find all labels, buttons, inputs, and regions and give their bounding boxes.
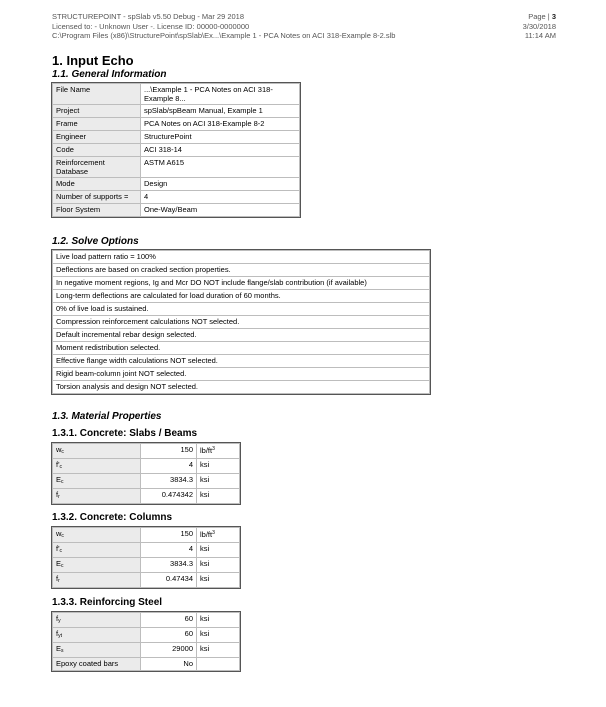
symbol-text: f	[56, 574, 59, 583]
table-row	[53, 474, 240, 489]
symbol-text: w	[56, 445, 62, 454]
slabs-table	[52, 443, 240, 504]
symbol-subscript: r	[58, 494, 60, 500]
general-label: Mode	[53, 178, 141, 191]
unit-text: ksi	[200, 614, 210, 623]
solve-option: Rigid beam-column joint NOT selected.	[53, 368, 430, 381]
unit-text: ksi	[200, 475, 210, 484]
general-value: spSlab/spBeam Manual, Example 1	[141, 105, 300, 118]
epoxy-value: No	[141, 658, 197, 671]
property-symbol	[53, 528, 141, 543]
property-value: 29000	[141, 643, 197, 658]
property-value: 60	[141, 628, 197, 643]
symbol-subscript: c	[59, 464, 63, 470]
property-unit	[197, 543, 240, 558]
page-number: Page | 3	[528, 12, 556, 21]
header-line-1: STRUCTUREPOINT - spSlab v5.50 Debug - Mar 29 2018	[52, 12, 245, 21]
solve-option: Effective flange width calculations NOT selected.	[53, 355, 430, 368]
table-row	[53, 355, 430, 368]
general-label: Number of supports =	[53, 191, 141, 204]
unit-text: ksi	[200, 460, 210, 469]
property-symbol	[53, 459, 141, 474]
unit-text: lb/ft	[200, 446, 213, 455]
header-line-2: Licensed to: - Unknown User -. License ID: 00000-0000000	[52, 21, 250, 31]
epoxy-label: Epoxy coated bars	[53, 658, 141, 671]
symbol-subscript: c	[59, 548, 63, 554]
property-symbol	[53, 444, 141, 459]
page-title: 1. Input Echo	[52, 53, 134, 68]
table-row	[53, 628, 240, 643]
property-symbol	[53, 643, 141, 658]
unit-text: ksi	[200, 559, 210, 568]
unit-text: ksi	[200, 574, 210, 583]
table-row	[53, 118, 300, 131]
symbol-text: f	[56, 629, 59, 638]
general-value: 4	[141, 191, 300, 204]
property-unit	[197, 474, 240, 489]
general-label: Reinforcement Database	[53, 157, 141, 178]
table-row	[53, 613, 240, 628]
table-row	[53, 543, 240, 558]
slabs-heading: 1.3.1. Concrete: Slabs / Beams	[52, 428, 198, 439]
symbol-subscript: c	[61, 533, 64, 539]
solve-option: Torsion analysis and design NOT selected.	[53, 381, 430, 394]
unit-superscript: 3	[212, 446, 215, 452]
table-row	[53, 528, 240, 543]
table-row	[53, 264, 430, 277]
table-row	[53, 290, 430, 303]
solve-option: Live load pattern ratio = 100%	[53, 251, 430, 264]
table-row	[53, 381, 430, 394]
general-label: Code	[53, 144, 141, 157]
property-unit	[197, 528, 240, 543]
table-row	[53, 105, 300, 118]
symbol-text: f	[56, 614, 59, 623]
general-value: One-Way/Beam	[141, 204, 300, 217]
header-date: 3/30/2018	[522, 21, 556, 31]
property-value: 150	[141, 444, 197, 459]
table-row	[53, 251, 430, 264]
unit-superscript: 3	[212, 530, 215, 536]
symbol-text: E	[56, 559, 62, 568]
table-row	[53, 444, 240, 459]
solve-option: In negative moment regions, Ig and Mcr DO NOT include flange/slab contribution (if available)	[53, 277, 430, 290]
table-row	[53, 329, 430, 342]
property-value: 150	[141, 528, 197, 543]
section-materials-heading: 1.3. Material Properties	[52, 411, 162, 422]
columns-heading: 1.3.2. Concrete: Columns	[52, 512, 173, 523]
property-unit	[197, 558, 240, 573]
symbol-text: f'	[56, 544, 60, 553]
symbol-text: w	[56, 529, 62, 538]
symbol-text: f	[56, 490, 59, 499]
header-time: 11:14 AM	[524, 31, 556, 40]
solve-option: Compression reinforcement calculations NOT selected.	[53, 316, 430, 329]
property-symbol	[53, 543, 141, 558]
property-value: 60	[141, 613, 197, 628]
general-label: File Name	[53, 84, 141, 105]
section-general-heading: 1.1. General Information	[52, 69, 167, 80]
symbol-subscript: r	[58, 578, 60, 584]
property-value: 3834.3	[141, 474, 197, 489]
table-row	[53, 342, 430, 355]
general-value: ACI 318-14	[141, 144, 300, 157]
table-row	[53, 489, 240, 504]
table-row	[53, 643, 240, 658]
property-value: 0.474342	[141, 489, 197, 504]
general-label: Project	[53, 105, 141, 118]
property-unit	[197, 573, 240, 588]
table-row	[53, 316, 430, 329]
table-row	[53, 178, 300, 191]
table-row	[53, 459, 240, 474]
property-unit	[197, 628, 240, 643]
solve-option: Long-term deflections are calculated for load duration of 60 months.	[53, 290, 430, 303]
unit-text: ksi	[200, 544, 210, 553]
solve-option: Moment redistribution selected.	[53, 342, 430, 355]
table-row	[53, 144, 300, 157]
table-row	[53, 303, 430, 316]
general-value: Design	[141, 178, 300, 191]
symbol-subscript: s	[61, 648, 64, 654]
symbol-subscript: yt	[58, 633, 62, 639]
symbol-subscript: c	[61, 449, 64, 455]
table-row	[53, 277, 430, 290]
property-unit	[197, 444, 240, 459]
general-value: ASTM A615	[141, 157, 300, 178]
section-solve-heading: 1.2. Solve Options	[52, 236, 139, 247]
property-value: 3834.3	[141, 558, 197, 573]
table-row	[53, 368, 430, 381]
solve-option: Deflections are based on cracked section properties.	[53, 264, 430, 277]
general-value: ...\Example 1 - PCA Notes on ACI 318-Example 8...	[141, 84, 300, 105]
property-symbol	[53, 613, 141, 628]
property-symbol	[53, 474, 141, 489]
table-row	[53, 191, 300, 204]
symbol-subscript: c	[61, 479, 64, 485]
general-label: Engineer	[53, 131, 141, 144]
general-info-table	[52, 83, 300, 217]
table-row	[53, 573, 240, 588]
property-unit	[197, 459, 240, 474]
columns-table	[52, 527, 240, 588]
symbol-text: E	[56, 644, 62, 653]
solve-option: 0% of live load is sustained.	[53, 303, 430, 316]
steel-table	[52, 612, 240, 671]
general-value: StructurePoint	[141, 131, 300, 144]
unit-text: ksi	[200, 644, 210, 653]
table-row	[53, 84, 300, 105]
property-value: 4	[141, 459, 197, 474]
table-row	[53, 558, 240, 573]
property-symbol	[53, 558, 141, 573]
property-symbol	[53, 628, 141, 643]
general-label: Frame	[53, 118, 141, 131]
solve-options-table	[52, 250, 430, 394]
property-symbol	[53, 573, 141, 588]
steel-heading: 1.3.3. Reinforcing Steel	[52, 597, 163, 608]
symbol-subscript: c	[61, 563, 64, 569]
unit-text: ksi	[200, 629, 210, 638]
table-row	[53, 658, 240, 671]
property-value: 4	[141, 543, 197, 558]
general-value: PCA Notes on ACI 318-Example 8-2	[141, 118, 300, 131]
property-unit	[197, 613, 240, 628]
table-row	[53, 157, 300, 178]
property-unit	[197, 489, 240, 504]
unit-text: ksi	[200, 490, 210, 499]
unit-text: lb/ft	[200, 530, 213, 539]
symbol-text: E	[56, 475, 62, 484]
property-unit	[197, 643, 240, 658]
solve-option: Default incremental rebar design selected.	[53, 329, 430, 342]
general-label: Floor System	[53, 204, 141, 217]
property-value: 0.47434	[141, 573, 197, 588]
header-line-3: C:\Program Files (x86)\StructurePoint\spSlab\Ex...\Example 1 - PCA Notes on ACI 318-Example 8-2.slb	[52, 31, 396, 40]
property-symbol	[53, 489, 141, 504]
table-row	[53, 204, 300, 217]
epoxy-unit	[197, 658, 240, 671]
symbol-subscript: y	[58, 618, 61, 624]
table-row	[53, 131, 300, 144]
symbol-text: f'	[56, 460, 60, 469]
